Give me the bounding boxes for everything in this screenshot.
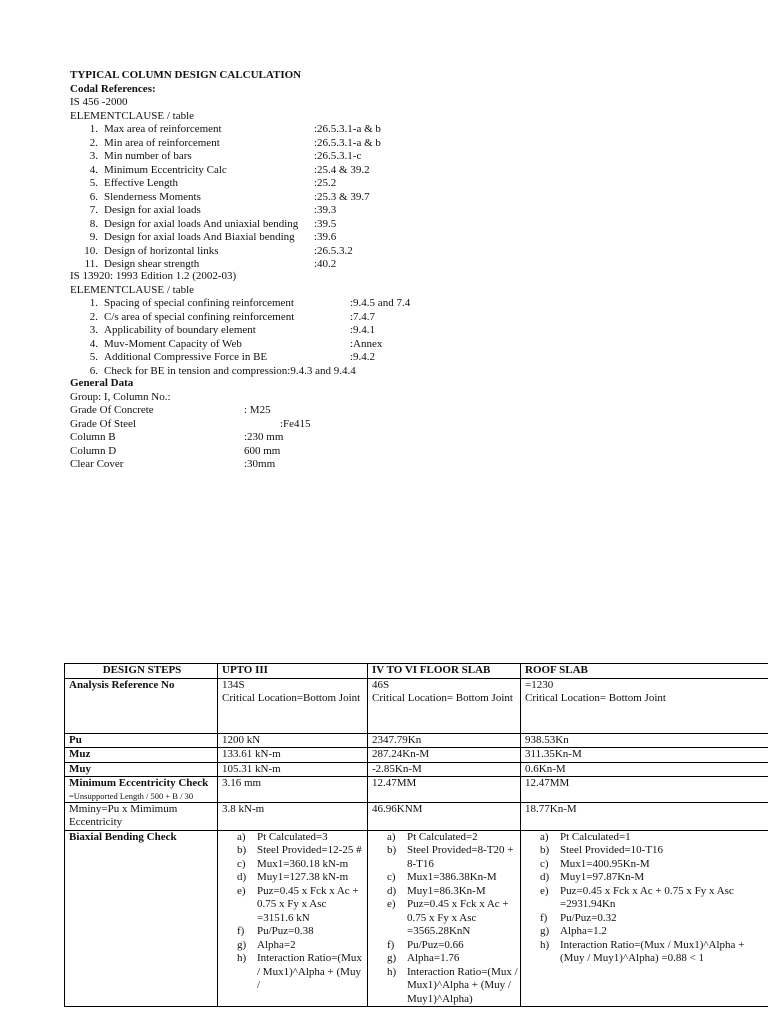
step-marker: a) (237, 830, 246, 843)
step-text: Puz=0.45 x Fck x Ac + 0.75 x Fy x Asc =3565.28KnN (407, 898, 509, 937)
critical-location-roof: Critical Location= Bottom Joint (525, 692, 666, 704)
step-text: Interaction Ratio=(Mux / Mux1)^Alpha + (Muy / (257, 952, 362, 991)
step-text: Steel Provided=10-T16 (560, 844, 664, 856)
biaxial-step (237, 871, 365, 885)
biaxial-step (387, 830, 518, 845)
is13920-item-clause-ref: :Annex (350, 337, 383, 350)
row-label-analysis: Analysis Reference No (65, 678, 218, 733)
cell-analysis-upto-iii (218, 678, 368, 733)
is13920-item-label: C/s area of special confining reinforcement (104, 310, 295, 323)
cell-muy-iv-vi: -2.85Kn-M (368, 762, 521, 777)
cell-min-ecc-roof: 12.47MM (521, 777, 768, 803)
step-text: Mux1=386.38Kn-M (407, 871, 497, 883)
biaxial-step (540, 938, 767, 966)
is13920-item-number: 2. (89, 310, 98, 323)
clear-cover-value: :30mm (244, 458, 276, 470)
analysis-ref-iv-vi: 46S (372, 678, 390, 691)
cell-mminy-iv-vi: 46.96KNM (368, 802, 521, 830)
step-marker: a) (387, 830, 396, 843)
codal-references-heading: Codal References: (70, 82, 156, 95)
cell-biaxial-iv-vi (368, 830, 521, 1007)
is456-item-label: Design shear strength (104, 258, 200, 270)
is456-item-label: Min area of reinforcement (104, 136, 220, 149)
biaxial-step (387, 952, 518, 966)
biaxial-step (237, 844, 365, 858)
critical-location-upto-iii: Critical Location=Bottom Joint (222, 692, 361, 704)
cell-pu-upto-iii: 1200 kN (218, 733, 368, 748)
step-marker: d) (540, 871, 550, 883)
table-row (65, 830, 768, 1007)
step-marker: f) (237, 925, 245, 937)
step-text: Mux1=360.18 kN-m (257, 857, 349, 870)
cell-biaxial-roof (521, 830, 768, 1007)
step-text: Muy1=127.38 kN-m (257, 871, 349, 883)
step-text: Muy1=97.87Kn-M (560, 871, 645, 883)
is456-item-number: 7. (89, 204, 98, 216)
column-b-label: Column B (70, 431, 116, 443)
row-label-pu: Pu (65, 733, 218, 748)
element-clause-heading-2: ELEMENTCLAUSE / table (70, 283, 195, 296)
is456-item-label: Min number of bars (104, 150, 192, 162)
step-text: Pt Calculated=2 (407, 830, 478, 843)
element-clause-heading: ELEMENTCLAUSE / table (70, 109, 195, 122)
cell-pu-roof: 938.53Kn (521, 733, 768, 748)
step-marker: c) (387, 871, 396, 883)
is456-item-clause-ref: :26.5.3.1-c (314, 150, 362, 162)
is456-item-clause-ref: :26.5.3.1-a & b (314, 123, 381, 135)
column-d-label: Column D (70, 444, 117, 457)
step-marker: h) (237, 952, 247, 964)
biaxial-step (540, 871, 767, 885)
cell-muz-roof: 311.35Kn-M (521, 748, 768, 763)
biaxial-steps-roof (525, 831, 767, 966)
cell-muy-upto-iii: 105.31 kN-m (218, 762, 368, 777)
biaxial-step (540, 911, 767, 926)
step-text: Mux1=400.95Kn-M (560, 857, 650, 870)
group-column-no: Group: I, Column No.: (70, 390, 171, 403)
is456-item-label: Design for axial loads And Biaxial bending (104, 231, 295, 243)
is13920-item-label: Muv-Moment Capacity of Web (104, 337, 242, 350)
step-text: Puz=0.45 x Fck x Ac + 0.75 x Fy x Asc =2931.94Kn (560, 884, 734, 910)
step-marker: h) (540, 938, 550, 951)
row-label-muy: Muy (65, 762, 218, 777)
step-text: Steel Provided=8-T20 + 8-T16 (407, 844, 514, 870)
step-text: Pu/Puz=0.38 (257, 925, 314, 937)
is456-item-number: 9. (89, 231, 98, 243)
header-design-steps: DESIGN STEPS (65, 664, 218, 679)
biaxial-step (540, 884, 767, 912)
biaxial-step (540, 857, 767, 872)
is456-item-number: 4. (89, 163, 98, 176)
design-steps-table (64, 663, 768, 1007)
cell-pu-iv-vi: 2347.79Kn (368, 733, 521, 748)
step-marker: e) (387, 898, 396, 910)
code-is13920: IS 13920: 1993 Edition 1.2 (2002-03) (70, 270, 237, 282)
is456-item-number: 3. (89, 150, 98, 162)
steel-grade-value: :Fe415 (280, 417, 311, 430)
step-marker: f) (387, 938, 395, 951)
is456-item-number: 1. (89, 123, 98, 135)
biaxial-step (387, 965, 518, 1007)
cell-muz-iv-vi: 287.24Kn-M (368, 748, 521, 763)
is456-item-clause-ref: :25.3 & 39.7 (314, 190, 370, 203)
row-label-muz: Muz (65, 748, 218, 763)
step-text: Interaction Ratio=(Mux / Mux1)^Alpha + (Muy / Muy1)^Alpha) =0.88 < 1 (560, 938, 745, 964)
is13920-item-number: 1. (89, 297, 98, 309)
is456-item-clause-ref: :39.3 (314, 204, 337, 216)
is13920-item-number: 5. (89, 351, 98, 363)
row-label-min-eccentricity (65, 777, 218, 803)
step-marker: a) (540, 830, 549, 843)
step-text: Puz=0.45 x Fck x Ac + 0.75 x Fy x Asc =3151.6 kN (257, 884, 359, 924)
critical-location-iv-vi: Critical Location= Bottom Joint (372, 692, 513, 704)
step-marker: g) (540, 925, 550, 937)
is13920-item-number: 3. (89, 324, 98, 336)
biaxial-step (237, 925, 365, 939)
step-text: Interaction Ratio=(Mux / Mux1)^Alpha + (Muy / Muy1)^Alpha) (407, 965, 518, 1005)
step-marker: b) (237, 844, 247, 856)
concrete-grade-label: Grade Of Concrete (70, 404, 154, 416)
is456-item-label: Effective Length (104, 177, 179, 189)
step-marker: g) (387, 952, 397, 964)
table-row (65, 748, 768, 763)
steel-grade-label: Grade Of Steel (70, 417, 136, 430)
is456-item-number: 8. (89, 217, 98, 230)
cell-muz-upto-iii: 133.61 kN-m (218, 748, 368, 763)
step-marker: c) (237, 857, 246, 870)
biaxial-step (387, 871, 518, 885)
analysis-ref-upto-iii: 134S (222, 678, 245, 691)
is456-item-label: Max area of reinforcement (104, 123, 222, 135)
step-text: Alpha=1.2 (560, 925, 607, 937)
step-marker: e) (540, 884, 549, 897)
is13920-item-number: 4. (89, 337, 98, 350)
clear-cover-label: Clear Cover (70, 458, 124, 470)
column-b-value: :230 mm (244, 431, 284, 443)
is13920-item-label: Spacing of special confining reinforcement (104, 297, 294, 309)
biaxial-step (540, 844, 767, 858)
concrete-grade-value: : M25 (244, 404, 271, 416)
general-data-heading: General Data (70, 377, 134, 389)
cell-muy-roof: 0.6Kn-M (521, 762, 768, 777)
step-marker: d) (387, 884, 397, 897)
cell-min-ecc-upto-iii: 3.16 mm (218, 777, 368, 803)
is13920-item-number: 6. (89, 364, 98, 377)
is13920-item-label: Additional Compressive Force in BE (104, 351, 268, 363)
biaxial-steps-iv-vi (372, 831, 518, 1007)
cell-mminy-upto-iii: 3.8 kN-m (218, 802, 368, 830)
step-text: Alpha=2 (257, 938, 296, 951)
table-header-row (65, 664, 768, 679)
is456-item-label: Design of horizontal links (104, 244, 219, 257)
is456-item-number: 5. (89, 177, 98, 189)
cell-biaxial-upto-iii (218, 830, 368, 1007)
biaxial-step (387, 938, 518, 953)
row-label-mminy: Mminy=Pu x Mimimum Eccentricity (65, 802, 218, 830)
is456-item-label: Slenderness Moments (104, 190, 201, 203)
is456-item-number: 10. (84, 244, 98, 257)
step-text: Pt Calculated=3 (257, 830, 328, 843)
analysis-ref-roof: =1230 (525, 678, 554, 691)
biaxial-step (237, 884, 365, 926)
document-title: TYPICAL COLUMN DESIGN CALCULATION (70, 69, 302, 81)
is456-item-number: 2. (89, 136, 98, 149)
biaxial-step (237, 857, 365, 872)
is456-item-clause-ref: :26.5.3.2 (314, 244, 353, 257)
row-label-biaxial: Biaxial Bending Check (65, 830, 218, 1007)
step-marker: e) (237, 884, 246, 897)
step-text: Pu/Puz=0.66 (407, 938, 464, 951)
cell-mminy-roof: 18.77Kn-M (521, 802, 768, 830)
step-text: Steel Provided=12-25 # (257, 844, 362, 856)
min-eccentricity-formula: =Unsupported Length / 500 + B / 30 (69, 790, 194, 801)
biaxial-step (237, 938, 365, 953)
is456-item-label: Design for axial loads And uniaxial bending (104, 217, 299, 230)
is13920-item-clause-ref: :9.4.5 and 7.4 (350, 297, 411, 309)
cell-analysis-iv-vi (368, 678, 521, 733)
step-text: Pt Calculated=1 (560, 830, 631, 843)
biaxial-step (387, 884, 518, 899)
is13920-item-clause-ref: :9.4.1 (350, 324, 376, 336)
table-row (65, 802, 768, 830)
biaxial-step (540, 830, 767, 845)
is456-item-clause-ref: :39.6 (314, 231, 337, 243)
is456-item-label: Minimum Eccentricity Calc (104, 163, 227, 176)
step-marker: b) (540, 844, 550, 856)
step-text: Pu/Puz=0.32 (560, 911, 617, 924)
is13920-item-label: Check for BE in tension and compression:9.4.3 and 9.4.4 (104, 364, 356, 377)
step-marker: b) (387, 844, 397, 856)
is456-item-clause-ref: :39.5 (314, 217, 337, 230)
biaxial-step (237, 952, 365, 993)
is456-item-clause-ref: :25.2 (314, 177, 337, 189)
is13920-item-clause-ref: :7.4.7 (350, 310, 376, 323)
is456-item-label: Design for axial loads (104, 204, 201, 216)
table-row (65, 678, 768, 733)
is13920-item-label: Applicability of boundary element (104, 324, 256, 336)
table-row (65, 762, 768, 777)
code-is456: IS 456 -2000 (70, 96, 128, 108)
step-marker: d) (237, 871, 247, 883)
is456-item-number: 11. (84, 258, 98, 270)
biaxial-step (540, 925, 767, 939)
biaxial-step (387, 898, 518, 939)
is13920-item-clause-ref: :9.4.2 (350, 351, 376, 363)
is456-item-clause-ref: :40.2 (314, 258, 337, 270)
step-text: Muy1=86.3Kn-M (407, 884, 486, 897)
step-marker: f) (540, 911, 548, 924)
biaxial-step (237, 830, 365, 845)
header-upto-iii: UPTO III (218, 664, 368, 679)
table-row (65, 733, 768, 748)
step-marker: g) (237, 938, 247, 951)
header-iv-to-vi: IV TO VI FLOOR SLAB (368, 664, 521, 679)
is456-item-number: 6. (89, 190, 98, 203)
step-text: Alpha=1.76 (407, 952, 460, 964)
header-roof-slab: ROOF SLAB (521, 664, 768, 679)
min-eccentricity-label: Minimum Eccentricity Check (69, 777, 209, 789)
biaxial-steps-upto-iii (222, 831, 365, 993)
cell-analysis-roof (521, 678, 768, 733)
step-marker: h) (387, 965, 397, 978)
biaxial-step (387, 844, 518, 871)
is456-item-clause-ref: :26.5.3.1-a & b (314, 136, 381, 149)
cell-min-ecc-iv-vi: 12.47MM (368, 777, 521, 803)
step-marker: c) (540, 857, 549, 870)
column-d-value: 600 mm (244, 444, 281, 457)
is456-item-clause-ref: :25.4 & 39.2 (314, 163, 370, 176)
table-row (65, 777, 768, 803)
